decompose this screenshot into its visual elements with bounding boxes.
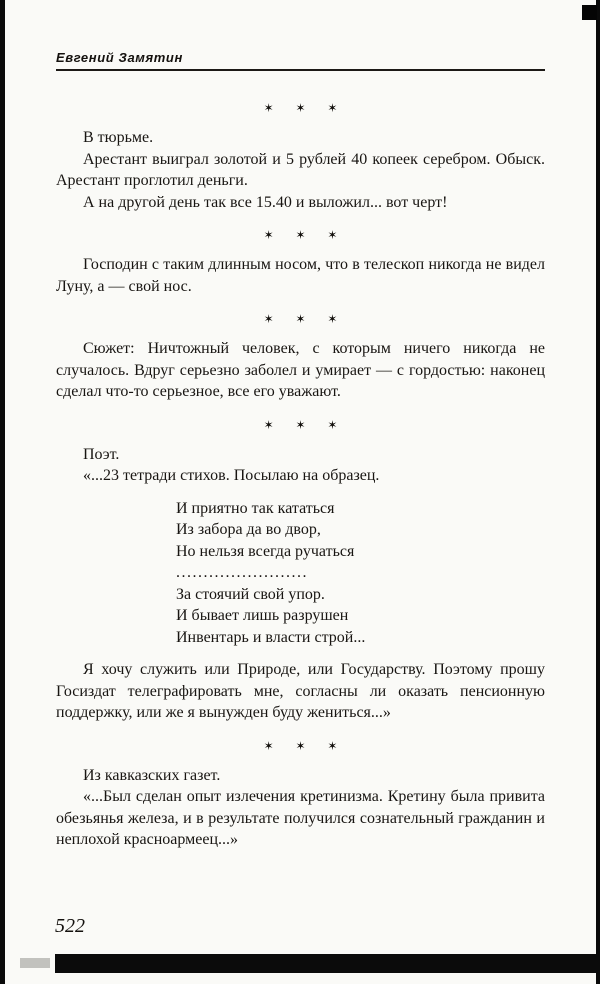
header-rule [56,69,545,71]
paragraph: А на другой день так все 15.40 и выложил... вот черт! [83,193,448,211]
scan-edge-right [596,0,600,984]
scan-edge-left [0,0,5,984]
verse-ellipsis-line: ........................ [176,564,308,581]
section-separator: ✶ ✶ ✶ [263,101,347,115]
paragraph: В тюрьме. [83,129,154,146]
paragraph: «...Был сделан опыт излечения кретинизма. Кретину была привита обезьянья железа, и в результате получился сознательный гражданин и неплохой красноармеец...» [56,788,545,848]
paragraph: Арестант выиграл золотой и 5 рублей 40 копеек серебром. Обыск. Арестант проглотил деньги. [56,150,545,189]
section-separator: ✶ ✶ ✶ [263,738,347,753]
scan-smudge [20,958,50,968]
paragraph: Сюжет: Ничтожный человек, с которым ничего никогда не случалось. Вдруг серьезно заболел и умирает — с гордостью: наконец сделал что-то серьезное, все его уважают. [56,340,545,400]
verse-line: Но нельзя всегда ручаться [176,542,355,560]
page-content [56,86,545,851]
verse-block [176,498,545,649]
paragraph: Я хочу служить или Природе, или Государству. Поэтому прошу Госиздат телеграфировать мне, согласны ли оказать пенсионную поддержку, или же я вынужден буду жениться...» [56,661,545,721]
verse-line: Из забора да во двор, [176,521,321,538]
scan-edge-bottom [55,954,600,973]
page-number: 522 [55,915,85,937]
section-separator: ✶ ✶ ✶ [263,417,347,432]
verse-line: Инвентарь и власти строй... [176,628,366,646]
running-header-author: Евгений Замятин [56,50,183,65]
paragraph: Поэт. [83,445,120,463]
section-separator: ✶ ✶ ✶ [263,228,347,242]
section-separator: ✶ ✶ ✶ [263,312,347,326]
paragraph: «...23 тетради стихов. Посылаю на образец. [83,467,380,484]
scan-corner-mark [582,5,597,20]
verse-line: И приятно так кататься [176,499,335,517]
paragraph: Господин с таким длинным носом, что в телескоп никогда не видел Луну, а — свой нос. [56,256,545,295]
verse-line: За стоячий свой упор. [176,585,325,603]
paragraph: Из кавказских газет. [83,766,221,784]
verse-line: И бывает лишь разрушен [176,607,349,624]
